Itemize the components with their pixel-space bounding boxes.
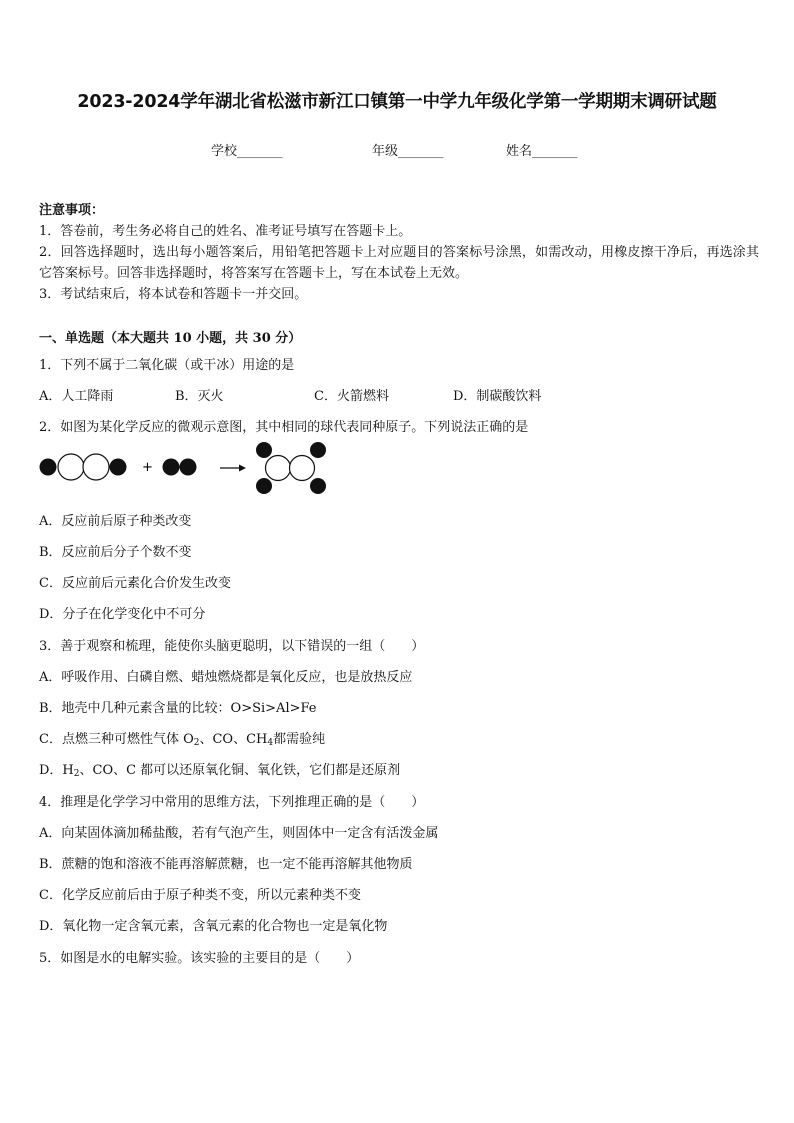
black-atom xyxy=(310,442,326,458)
option-text: D．H xyxy=(39,763,74,778)
question-1-option-a: A．人工降雨 xyxy=(39,389,114,404)
option-text: 都需验纯 xyxy=(273,732,326,747)
black-atom xyxy=(310,478,326,494)
question-4-option-b: B．蔗糖的饱和溶液不能再溶解蔗糖，也一定不能再溶解其他物质 xyxy=(39,857,413,872)
notice-item: 3．考试结束后，将本试卷和答题卡一并交回。 xyxy=(39,287,308,302)
question-2-option-a: A．反应前后原子种类改变 xyxy=(39,514,192,529)
black-atom xyxy=(40,459,57,476)
reactant-molecule-1 xyxy=(40,454,127,480)
question-2-stem: 2．如图为某化学反应的微观示意图，其中相同的球代表同种原子。下列说法正确的是 xyxy=(39,420,529,435)
question-1-option-b: B．灭火 xyxy=(175,389,224,404)
black-atom xyxy=(256,442,272,458)
name-field: 姓名_______ xyxy=(506,144,578,159)
question-3-option-a: A．呼吸作用、白磷自燃、蜡烛燃烧都是氧化反应，也是放热反应 xyxy=(39,670,413,685)
question-2-option-d: D．分子在化学变化中不可分 xyxy=(39,607,206,622)
question-1-option-c: C．火箭燃料 xyxy=(314,389,389,404)
grade-field: 年级_______ xyxy=(372,144,444,159)
reactant-molecule-2 xyxy=(163,459,197,476)
question-3-option-c xyxy=(39,728,325,747)
notice-item: 2．回答选择题时，选出每小题答案后，用铅笔把答题卡上对应题目的答案标号涂黑，如需改动，用橡皮擦干净后，再选涂其它答案标号。回答非选择题时，将答案写在答题卡上，写在本试卷上无效。 xyxy=(39,245,759,281)
notice-item: 1．答卷前，考生务必将自己的姓名、准考证号填写在答题卡上。 xyxy=(39,224,412,239)
question-3-stem: 3．善于观察和梳理，能使你头脑更聪明，以下错误的一组（ ） xyxy=(39,639,425,654)
school-field: 学校_______ xyxy=(211,144,283,159)
question-4-option-a: A．向某固体滴加稀盐酸，若有气泡产生，则固体中一定含有活泼金属 xyxy=(39,826,439,841)
subscript: 2 xyxy=(193,738,200,748)
section-heading: 一、单选题（本大题共 10 小题，共 30 分） xyxy=(39,331,302,346)
question-3-option-b: B．地壳中几种元素含量的比较：O>Si>Al>Fe xyxy=(39,701,317,716)
page-title: 2023-2024学年湖北省松滋市新江口镇第一中学九年级化学第一学期期末调研试题 xyxy=(77,92,717,112)
black-atom xyxy=(180,459,197,476)
subscript: 4 xyxy=(267,738,274,748)
white-atom xyxy=(290,456,315,481)
notice-section xyxy=(39,200,759,305)
subscript: 2 xyxy=(73,769,80,779)
question-3-option-d xyxy=(39,759,400,778)
reaction-diagram xyxy=(36,440,356,500)
student-info-fields xyxy=(0,140,794,160)
white-atom xyxy=(58,454,84,480)
option-text: 、CO、C 都可以还原氧化铜、氧化铁，它们都是还原剂 xyxy=(79,763,401,778)
question-2-option-b: B．反应前后分子个数不变 xyxy=(39,545,192,560)
question-1-stem: 1．下列不属于二氧化碳（或干冰）用途的是 xyxy=(39,358,295,373)
product-molecule xyxy=(256,442,326,494)
question-4-stem: 4．推理是化学学习中常用的思维方法，下列推理正确的是（ ） xyxy=(39,795,425,810)
arrow-head xyxy=(239,465,246,472)
question-4-option-d: D．氧化物一定含氧元素，含氧元素的化合物也一定是氧化物 xyxy=(39,919,388,934)
option-text: 、CO、CH xyxy=(199,732,268,747)
question-4-option-c: C．化学反应前后由于原子种类不变，所以元素种类不变 xyxy=(39,888,361,903)
notice-heading: 注意事项： xyxy=(39,203,105,218)
white-atom xyxy=(266,456,291,481)
reaction-svg xyxy=(36,440,356,500)
question-5-stem: 5．如图是水的电解实验。该实验的主要目的是（ ） xyxy=(39,951,360,966)
plus-sign: + xyxy=(142,460,153,475)
black-atom xyxy=(110,459,127,476)
question-1-option-d: D．制碳酸饮料 xyxy=(453,389,542,404)
option-text: C．点燃三种可燃性气体 O xyxy=(39,732,194,747)
white-atom xyxy=(83,454,109,480)
black-atom xyxy=(163,459,180,476)
black-atom xyxy=(256,478,272,494)
question-2-option-c: C．反应前后元素化合价发生改变 xyxy=(39,576,231,591)
reaction-arrow xyxy=(220,465,246,472)
